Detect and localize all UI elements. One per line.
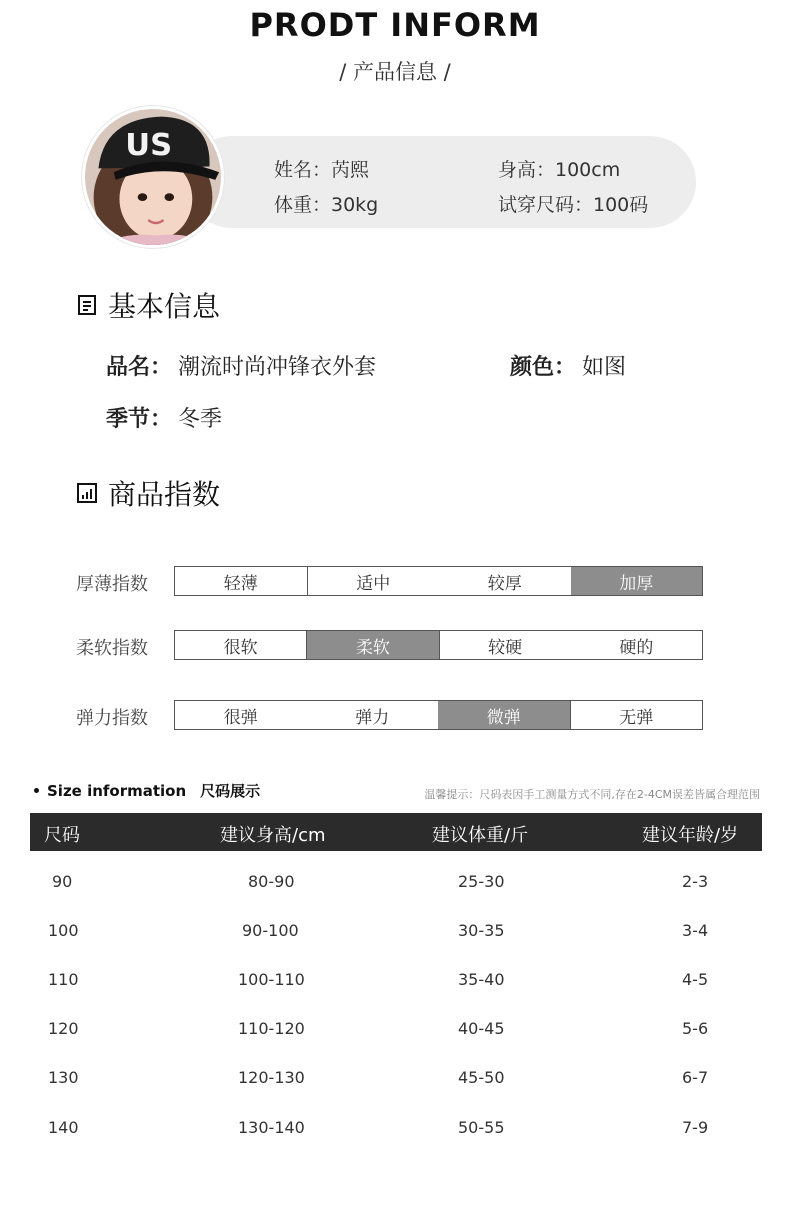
elasticity-option-3-selected: 微弹 bbox=[438, 701, 570, 729]
thickness-option-1: 轻薄 bbox=[175, 567, 308, 595]
product-index-heading bbox=[76, 473, 220, 513]
thickness-option-4-selected: 加厚 bbox=[571, 567, 703, 595]
thickness-option-3: 较厚 bbox=[487, 573, 522, 594]
cell-weight: 30-35 bbox=[458, 921, 505, 940]
cell-weight: 50-55 bbox=[458, 1118, 505, 1137]
cell-height: 120-130 bbox=[238, 1068, 305, 1087]
model-name: 姓名：芮熙 bbox=[274, 159, 370, 181]
svg-text:US: US bbox=[125, 127, 173, 163]
season-label: 季节： bbox=[106, 407, 173, 432]
cell-age: 6-7 bbox=[682, 1068, 709, 1087]
color-label: 颜色： bbox=[510, 355, 577, 380]
size-table-header bbox=[30, 813, 762, 851]
cell-age: 7-9 bbox=[682, 1118, 709, 1137]
bullet-dot-icon bbox=[34, 788, 39, 793]
page-title: PRODT INFORM bbox=[249, 6, 541, 44]
basic-info-title: 基本信息 bbox=[108, 290, 221, 323]
document-icon bbox=[76, 294, 98, 316]
cell-size: 130 bbox=[48, 1068, 79, 1087]
table-row bbox=[30, 1009, 762, 1049]
model-photo-image bbox=[85, 109, 221, 245]
softness-option-1: 很软 bbox=[175, 631, 307, 659]
color-value: 如图 bbox=[582, 355, 627, 380]
chart-icon bbox=[76, 482, 98, 504]
softness-index-bar bbox=[174, 630, 703, 660]
cell-height: 90-100 bbox=[242, 921, 299, 940]
cell-height: 100-110 bbox=[238, 970, 305, 989]
col-weight: 建议体重/斤 bbox=[432, 825, 529, 846]
cell-age: 2-3 bbox=[682, 872, 709, 891]
product-name-label: 品名： bbox=[106, 355, 173, 380]
season-row bbox=[106, 402, 222, 433]
table-row bbox=[30, 862, 762, 902]
softness-option-3: 较硬 bbox=[439, 631, 571, 659]
page-subtitle: / 产品信息 / bbox=[339, 60, 451, 84]
model-trial-size: 试穿尺码：100码 bbox=[498, 194, 649, 216]
cell-weight: 35-40 bbox=[458, 970, 505, 989]
cell-height: 80-90 bbox=[248, 872, 295, 891]
table-row bbox=[30, 960, 762, 1000]
color-row bbox=[510, 350, 626, 381]
elasticity-index-label: 弹力指数 bbox=[76, 708, 148, 729]
softness-index-label: 柔软指数 bbox=[76, 638, 148, 659]
cell-weight: 25-30 bbox=[458, 872, 505, 891]
model-avatar bbox=[82, 106, 224, 248]
cell-weight: 40-45 bbox=[458, 1019, 505, 1038]
model-height: 身高：100cm bbox=[498, 159, 621, 181]
basic-info-heading bbox=[76, 285, 220, 325]
elasticity-option-2: 弹力 bbox=[355, 707, 390, 728]
softness-option-4: 硬的 bbox=[619, 637, 654, 658]
col-age: 建议年龄/岁 bbox=[642, 825, 739, 846]
cell-age: 4-5 bbox=[682, 970, 709, 989]
product-name-value: 潮流时尚冲锋衣外套 bbox=[178, 355, 377, 380]
cell-size: 100 bbox=[48, 921, 79, 940]
cell-size: 90 bbox=[52, 872, 73, 891]
cell-size: 110 bbox=[48, 970, 79, 989]
cell-height: 110-120 bbox=[238, 1019, 305, 1038]
size-info-heading bbox=[34, 780, 260, 801]
cell-age: 5-6 bbox=[682, 1019, 709, 1038]
cell-height: 130-140 bbox=[238, 1118, 305, 1137]
table-row bbox=[30, 911, 762, 951]
col-size: 尺码 bbox=[44, 825, 80, 846]
product-name-row bbox=[106, 350, 376, 381]
table-row bbox=[30, 1058, 762, 1098]
cell-weight: 45-50 bbox=[458, 1068, 505, 1087]
product-index-title: 商品指数 bbox=[108, 478, 221, 511]
cell-age: 3-4 bbox=[682, 921, 709, 940]
size-info-title-cn: 尺码展示 bbox=[200, 782, 261, 800]
softness-option-2-selected: 柔软 bbox=[307, 631, 438, 659]
thickness-option-2: 适中 bbox=[356, 573, 391, 594]
size-note: 温馨提示：尺码表因手工测量方式不同,存在2-4CM误差皆属合理范围 bbox=[424, 788, 760, 801]
col-height: 建议身高/cm bbox=[220, 825, 326, 846]
table-row bbox=[30, 1108, 762, 1148]
elasticity-option-4: 无弹 bbox=[570, 701, 703, 729]
cell-size: 140 bbox=[48, 1118, 79, 1137]
size-info-title-en: Size information bbox=[47, 781, 187, 800]
season-value: 冬季 bbox=[178, 407, 223, 432]
model-weight: 体重：30kg bbox=[274, 194, 379, 216]
elasticity-index-bar bbox=[174, 700, 703, 730]
elasticity-option-1: 很弹 bbox=[223, 707, 258, 728]
cell-size: 120 bbox=[48, 1019, 79, 1038]
thickness-index-bar bbox=[174, 566, 703, 596]
thickness-index-label: 厚薄指数 bbox=[76, 574, 148, 595]
